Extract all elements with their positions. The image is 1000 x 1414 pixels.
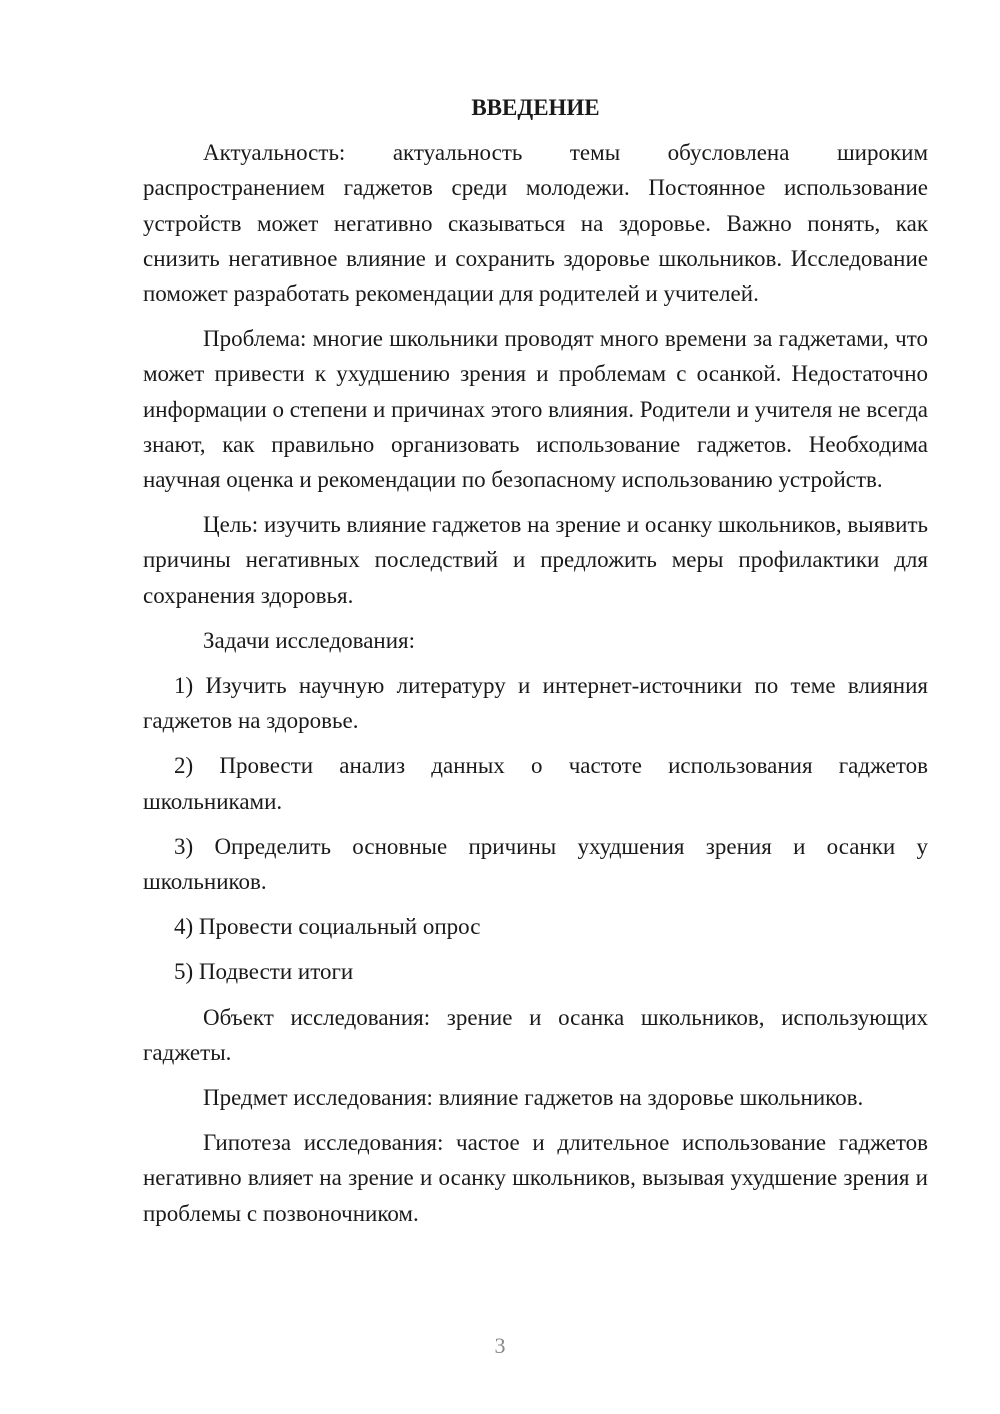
subject-paragraph: Предмет исследования: влияние гаджетов на здоровье школьников. — [203, 1085, 864, 1111]
task-item: 2) Провести анализ данных о частоте использования гаджетов школьниками. — [143, 753, 928, 814]
tasks-list — [143, 668, 928, 990]
document-page — [143, 90, 928, 1241]
goal-paragraph: Цель: изучить влияние гаджетов на зрение и осанку школьников, выявить причины негативных последствий и предложить меры профилактики для сохранения здоровья. — [143, 512, 928, 608]
task-item: 1) Изучить научную литературу и интернет-источники по теме влияния гаджетов на здоровье. — [143, 673, 928, 734]
tasks-heading: Задачи исследования: — [203, 627, 416, 653]
object-paragraph: Объект исследования: зрение и осанка школьников, использующих гаджеты. — [143, 1004, 928, 1065]
task-item: 5) Подвести итоги — [174, 959, 354, 985]
task-item: 4) Провести социальный опрос — [174, 914, 481, 940]
page-number: 3 — [494, 1333, 506, 1358]
hypothesis-paragraph: Гипотеза исследования: частое и длительное использование гаджетов негативно влияет на зрение и осанку школьников, вызывая ухудшение зрения и проблемы с позвоночником. — [143, 1130, 928, 1226]
problem-paragraph: Проблема: многие школьники проводят много времени за гаджетами, что может привести к ухудшению зрения и проблемам с осанкой. Недостаточно информации о степени и причинах этого влияния. Родители и учителя не всегда знают, как правильно организовать использование гаджетов. Необходима научная оценка и рекомендации по безопасному использованию устройств. — [143, 326, 928, 493]
task-item: 3) Определить основные причины ухудшения зрения и осанки у школьников. — [143, 833, 928, 895]
relevance-paragraph: Актуальность: актуальность темы обусловлена широким распространением гаджетов среди молодежи. Постоянное использование устройств может негативно сказываться на здоровье. Важно понять, как снизить негативное влияние и сохранить здоровье школьников. Исследование поможет разработать рекомендации для родителей и учителей. — [143, 140, 928, 307]
page-title: ВВЕДЕНИЕ — [471, 95, 600, 120]
